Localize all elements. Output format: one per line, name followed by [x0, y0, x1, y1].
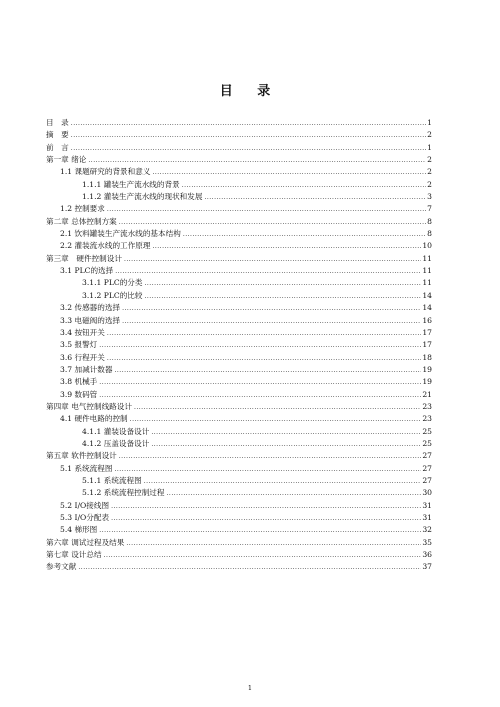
toc-entry[interactable] — [46, 240, 432, 252]
toc-entry-page: 37 — [422, 562, 432, 572]
toc-entry[interactable] — [46, 500, 432, 512]
toc-entry-label: 3.2 传感器的选择 — [60, 303, 121, 313]
toc-entry[interactable] — [46, 203, 432, 215]
toc-entry-page: 1 — [427, 118, 432, 127]
toc-entry[interactable] — [46, 302, 432, 314]
toc-entry[interactable] — [46, 549, 432, 561]
toc-entry[interactable] — [46, 426, 432, 438]
toc-entry-label: 1.1.2 灌装生产流水线的现状和发展 — [82, 192, 203, 202]
toc-entry-page: 23 — [422, 401, 432, 411]
toc-entry-label: 第五章 软件控制设计 — [46, 451, 117, 461]
toc-entry[interactable] — [46, 463, 432, 475]
toc-entry-label: 5.1.2 系统流程控制过程 — [82, 488, 165, 498]
toc-entry-label: 3.1 PLC的选择 — [60, 266, 114, 276]
toc-entry-page: 36 — [422, 550, 432, 560]
toc-entry-page: 1 — [427, 142, 432, 152]
toc-entry[interactable] — [46, 216, 432, 228]
toc-entry-label: 3.3 电磁阀的选择 — [60, 315, 121, 325]
toc-entry[interactable] — [46, 537, 432, 549]
toc-entry[interactable] — [46, 154, 432, 166]
toc-entry-label: 3.5 报警灯 — [60, 340, 98, 350]
toc-entry-page: 3 — [427, 192, 432, 202]
toc-entry-label: 3.9 数码管 — [60, 389, 98, 399]
toc-entry[interactable] — [46, 413, 432, 425]
toc-entry[interactable] — [46, 524, 432, 536]
toc-entry-page: 35 — [422, 537, 432, 547]
toc-entry-label: 第四章 电气控制线路设计 — [46, 401, 132, 411]
toc-entry-label: 5.1.1 系统流程图 — [82, 475, 142, 485]
toc-entry[interactable] — [46, 339, 432, 351]
toc-entry[interactable] — [46, 277, 432, 289]
toc-entry-label: 3.6 行程开关 — [60, 352, 105, 362]
toc-entry[interactable] — [46, 389, 432, 401]
toc-entry-label: 5.1 系统流程图 — [60, 463, 113, 473]
toc-entry[interactable] — [46, 191, 432, 203]
toc-leader-dots — [78, 562, 421, 574]
toc-entry[interactable] — [46, 166, 432, 178]
toc-entry-label: 3.7 加减计数器 — [60, 364, 113, 374]
toc-entry-page: 17 — [422, 327, 432, 337]
toc-entry[interactable] — [46, 315, 432, 327]
toc-entry-page: 14 — [422, 303, 432, 313]
toc-entry-label: 第一章 绪论 — [46, 155, 87, 165]
toc-entry-page: 19 — [422, 364, 432, 374]
toc-entry-label: 摘 要 — [46, 130, 69, 140]
toc-entry-page: 16 — [422, 315, 432, 325]
toc-entry-label: 参考文献 — [46, 562, 77, 572]
toc-entry-page: 18 — [422, 352, 432, 362]
toc-entry[interactable] — [46, 561, 432, 573]
toc-entry-label: 前 言 — [46, 142, 69, 152]
toc-entry-label: 5.4 梯形图 — [60, 525, 98, 535]
toc-entry-page: 17 — [422, 340, 432, 350]
toc-entry-label: 2.1 饮料罐装生产流水线的基本结构 — [60, 229, 181, 239]
toc-entry-page: 19 — [422, 377, 432, 387]
toc-entry[interactable] — [46, 117, 432, 129]
toc-entry[interactable] — [46, 364, 432, 376]
toc-entry-page: 27 — [422, 463, 432, 473]
toc-entry-label: 1.1.1 罐装生产流水线的背景 — [82, 179, 180, 189]
toc-entry-label: 第六章 调试过程及结果 — [46, 537, 125, 547]
toc-entry[interactable] — [46, 376, 432, 388]
toc-entry-label: 第七章 设计总结 — [46, 550, 102, 560]
toc-entry-page: 23 — [422, 414, 432, 424]
toc-entry-page: 7 — [427, 204, 432, 214]
toc-entry-page: 21 — [422, 389, 432, 399]
toc-entry[interactable] — [46, 401, 432, 413]
toc-entry-label: 3.8 机械手 — [60, 377, 98, 387]
toc-entry-label: 5.2 I/O接线图 — [60, 500, 110, 510]
toc-entry-page: 11 — [422, 278, 432, 288]
toc-entry-page: 14 — [422, 290, 432, 300]
toc-entry-label: 4.1.1 灌装设备设计 — [82, 426, 150, 436]
table-of-contents — [46, 117, 432, 574]
toc-entry[interactable] — [46, 352, 432, 364]
toc-entry[interactable] — [46, 438, 432, 450]
toc-entry-label: 4.1 硬件电路的控制 — [60, 414, 128, 424]
toc-entry-page: 2 — [427, 167, 432, 177]
toc-entry-label: 1.2 控制要求 — [60, 204, 105, 214]
toc-entry-page: 25 — [422, 426, 432, 436]
toc-entry-label: 目 录 — [46, 118, 69, 127]
toc-entry-page: 11 — [422, 253, 432, 263]
toc-entry-page: 2 — [427, 130, 432, 140]
toc-entry-label: 5.3 I/O分配表 — [60, 513, 110, 522]
toc-entry-page: 8 — [427, 216, 432, 226]
toc-entry[interactable] — [46, 142, 432, 154]
toc-entry-label: 第三章 硬件控制设计 — [46, 253, 122, 263]
toc-entry-label: 第二章 总体控制方案 — [46, 216, 117, 226]
toc-entry-page: 2 — [427, 155, 432, 165]
toc-entry[interactable] — [46, 253, 432, 265]
toc-entry[interactable] — [46, 179, 432, 191]
toc-entry-label: 3.4 按钮开关 — [60, 327, 105, 337]
toc-entry-page: 27 — [422, 475, 432, 485]
toc-entry-page: 30 — [422, 488, 432, 498]
toc-entry-page: 2 — [427, 179, 432, 189]
page-number: 1 — [247, 684, 253, 692]
toc-entry-page: 31 — [422, 500, 432, 510]
toc-entry[interactable] — [46, 512, 432, 524]
page-title: 目 录 — [219, 84, 281, 99]
toc-entry-page: 25 — [422, 438, 432, 448]
toc-entry-page: 11 — [422, 266, 432, 276]
toc-entry-page: 27 — [422, 451, 432, 461]
toc-entry[interactable] — [46, 129, 432, 141]
toc-entry-page: 8 — [427, 229, 432, 239]
toc-entry[interactable] — [46, 487, 432, 499]
toc-entry-label: 1.1 课题研究的背景和意义 — [60, 167, 151, 177]
toc-entry[interactable] — [46, 265, 432, 277]
toc-entry-page: 10 — [422, 241, 432, 251]
toc-entry[interactable] — [46, 450, 432, 462]
toc-entry-label: 3.1.1 PLC的分类 — [82, 278, 143, 288]
toc-entry-label: 4.1.2 压盖设备设计 — [82, 438, 150, 448]
toc-entry-label: 3.1.2 PLC的比较 — [82, 290, 143, 300]
toc-entry-page: 31 — [422, 513, 432, 522]
toc-entry[interactable] — [46, 228, 432, 240]
toc-entry[interactable] — [46, 475, 432, 487]
toc-entry-label: 2.2 灌装流水线的工作原理 — [60, 241, 151, 251]
toc-entry[interactable] — [46, 290, 432, 302]
toc-entry[interactable] — [46, 327, 432, 339]
toc-entry-page: 32 — [422, 525, 432, 535]
